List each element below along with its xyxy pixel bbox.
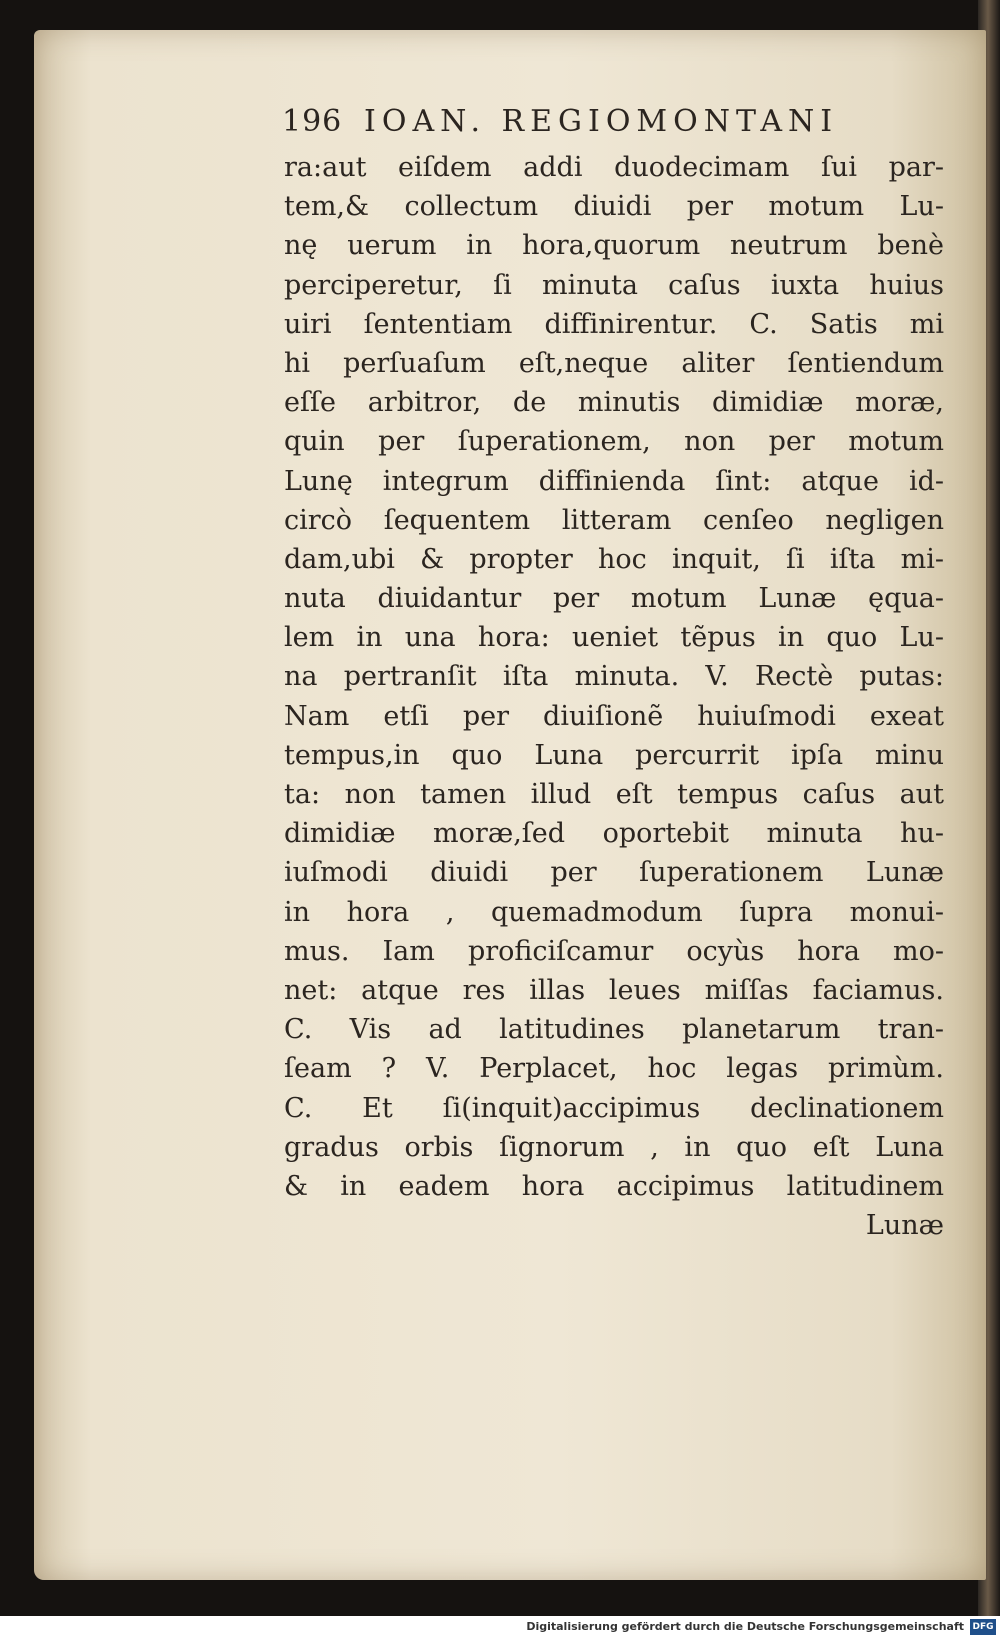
text-line: ra:aut eiſdem addi duodecimam ſui par-: [284, 152, 944, 183]
text-line: & in eadem hora accipimus latitudinem: [284, 1170, 944, 1202]
running-title: IOAN. REGIOMONTANI: [364, 104, 839, 139]
credit-text: Digitalisierung gefördert durch die Deutsche Forschungsgemeinschaft: [526, 1620, 964, 1633]
text-line: tem,& collectum diuidi per motum Lu-: [284, 191, 944, 223]
book-page: [34, 30, 986, 1580]
text-line: nę uerum in hora,quorum neutrum benè: [284, 230, 944, 262]
text-line: circò ſequentem litteram cenſeo negligen: [284, 504, 944, 536]
dfg-logo-icon: DFG: [970, 1619, 996, 1635]
text-line: mus. Iam proficiſcamur ocyùs hora mo-: [284, 935, 944, 967]
text-line: ſeam ? V. Perplacet, hoc legas primùm.: [284, 1053, 944, 1085]
text-line: C. Vis ad latitudines planetarum tran-: [284, 1014, 944, 1046]
text-line: net: atque res illas leues miſſas faciamus.: [284, 974, 944, 1006]
body-text: [284, 148, 944, 1245]
text-line: C. Et ſi(inquit)accipimus declinationem: [284, 1092, 944, 1124]
text-line: Lunę integrum diffinienda ſint: atque id-: [284, 465, 944, 497]
text-line: perciperetur, ſi minuta caſus iuxta huius: [284, 269, 944, 301]
text-line: uiri ſententiam diffinirentur. C. Satis mi: [284, 308, 944, 340]
text-line: ta: non tamen illud eſt tempus caſus aut: [284, 779, 944, 810]
page-number: 196: [282, 104, 343, 139]
text-line: na pertranſit iſta minuta. V. Rectè putas:: [284, 661, 944, 693]
text-line: in hora , quemadmodum ſupra monui-: [284, 896, 944, 928]
text-line: lem in una hora: ueniet tẽpus in quo Lu-: [284, 622, 944, 654]
footer-credit: [0, 1616, 1000, 1639]
text-line: gradus orbis ſignorum , in quo eſt Luna: [284, 1131, 944, 1163]
text-line: iuſmodi diuidi per ſuperationem Lunæ: [284, 857, 944, 889]
text-line: hi perſuaſum eſt,neque aliter ſentiendum: [284, 347, 944, 379]
text-line: eſſe arbitror, de minutis dimidiæ moræ,: [284, 387, 944, 419]
catchword: Lunæ: [865, 1210, 944, 1242]
text-line: nuta diuidantur per motum Lunæ ęqua-: [284, 583, 944, 615]
text-line: quin per ſuperationem, non per motum: [284, 426, 944, 458]
text-line: dimidiæ moræ,ſed oportebit minuta hu-: [284, 818, 944, 850]
text-line: dam,ubi & propter hoc inquit, ſi iſta mi-: [284, 543, 944, 575]
text-line: tempus,in quo Luna percurrit ipſa minu: [284, 739, 944, 771]
text-line: Nam etſi per diuiſionẽ huiuſmodi exeat: [284, 700, 944, 732]
page-header: [282, 98, 922, 146]
